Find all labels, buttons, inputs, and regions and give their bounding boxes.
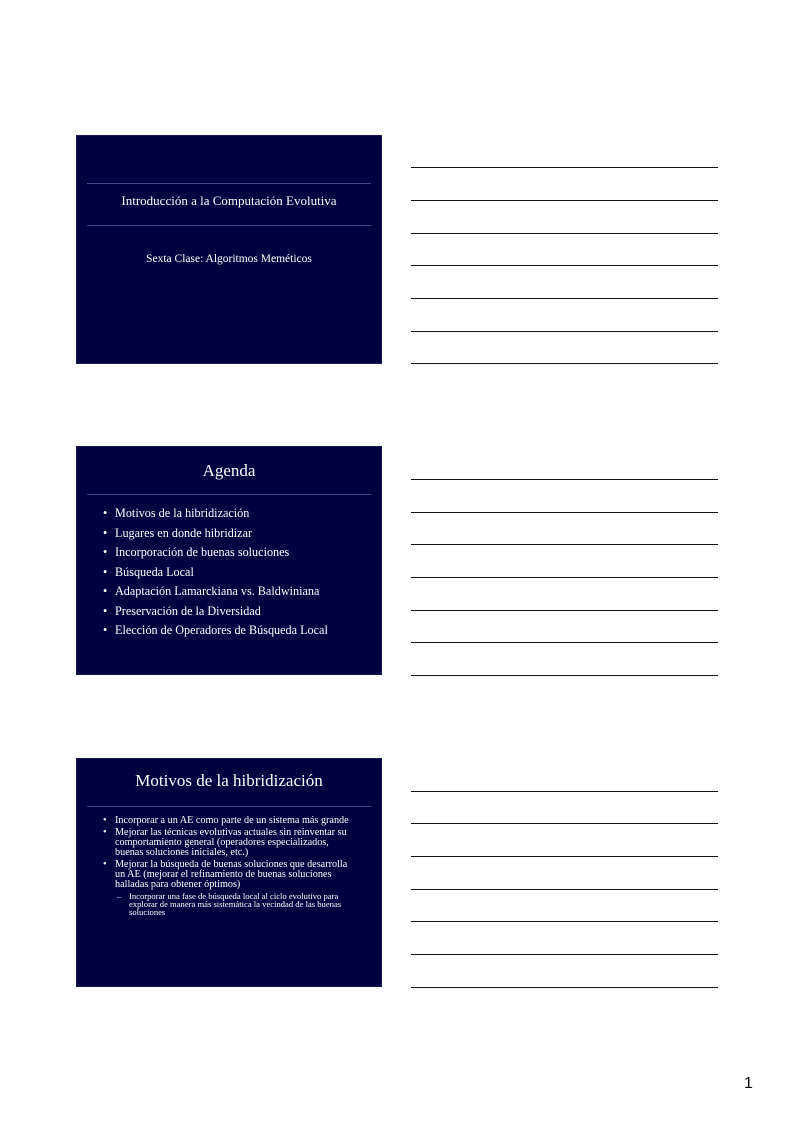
slide-2-title-rule [87,494,371,495]
slide-1 [76,135,382,364]
slide-1-subtitle: Sexta Clase: Algoritmos Meméticos [146,253,312,265]
note-line [411,610,718,611]
slide-2-title: Agenda [202,461,256,480]
note-line [411,577,718,578]
list-item: • Incorporar a un AE como parte de un sistema más grande [103,816,359,826]
note-line [411,200,718,201]
note-line [411,298,718,299]
note-line [411,167,718,168]
motivos-list [103,816,359,919]
note-line [411,544,718,545]
note-line [411,512,718,513]
slide-3 [76,758,382,987]
agenda-list [103,504,373,641]
note-line [411,331,718,332]
slide-1-title: Introducción a la Computación Evolutiva [121,193,337,208]
list-item: • Motivos de la hibridización [103,504,373,524]
note-line [411,954,718,955]
list-item: • Elección de Operadores de Búsqueda Local [103,621,373,641]
slide-3-title-rule [87,806,371,807]
note-line [411,642,718,643]
list-item: • Mejorar las técnicas evolutivas actuales sin reinventar su comportamiento general (operadores especializados, buenas soluciones iniciales, etc.) [103,828,359,858]
note-line [411,889,718,890]
note-line [411,987,718,988]
note-line [411,856,718,857]
list-item-text: Mejorar la búsqueda de buenas soluciones que desarrolla un AE (mejorar el refinamiento de buenas soluciones halladas para obtener óptimos) [115,859,348,890]
note-line [411,823,718,824]
note-line [411,921,718,922]
list-item [103,860,359,917]
sub-list-item: – Incorporar una fase de búsqueda local al ciclo evolutivo para explorar de manera más sistemática la vecindad de las buenas soluciones [115,892,359,917]
list-item: • Adaptación Lamarckiana vs. Baldwiniana [103,582,373,602]
list-item: • Incorporación de buenas soluciones [103,543,373,563]
note-line [411,265,718,266]
slide-1-top-rule [87,183,371,184]
note-line [411,675,718,676]
note-line [411,363,718,364]
note-line [411,791,718,792]
slide-3-title: Motivos de la hibridización [135,771,323,790]
list-item: • Preservación de la Diversidad [103,602,373,622]
list-item: • Búsqueda Local [103,563,373,583]
page-number: 1 [744,1075,753,1092]
sub-list [115,892,359,917]
note-line [411,479,718,480]
list-item: • Lugares en donde hibridizar [103,524,373,544]
slide-1-bottom-rule [87,225,371,226]
note-line [411,233,718,234]
slide-2 [76,446,382,675]
